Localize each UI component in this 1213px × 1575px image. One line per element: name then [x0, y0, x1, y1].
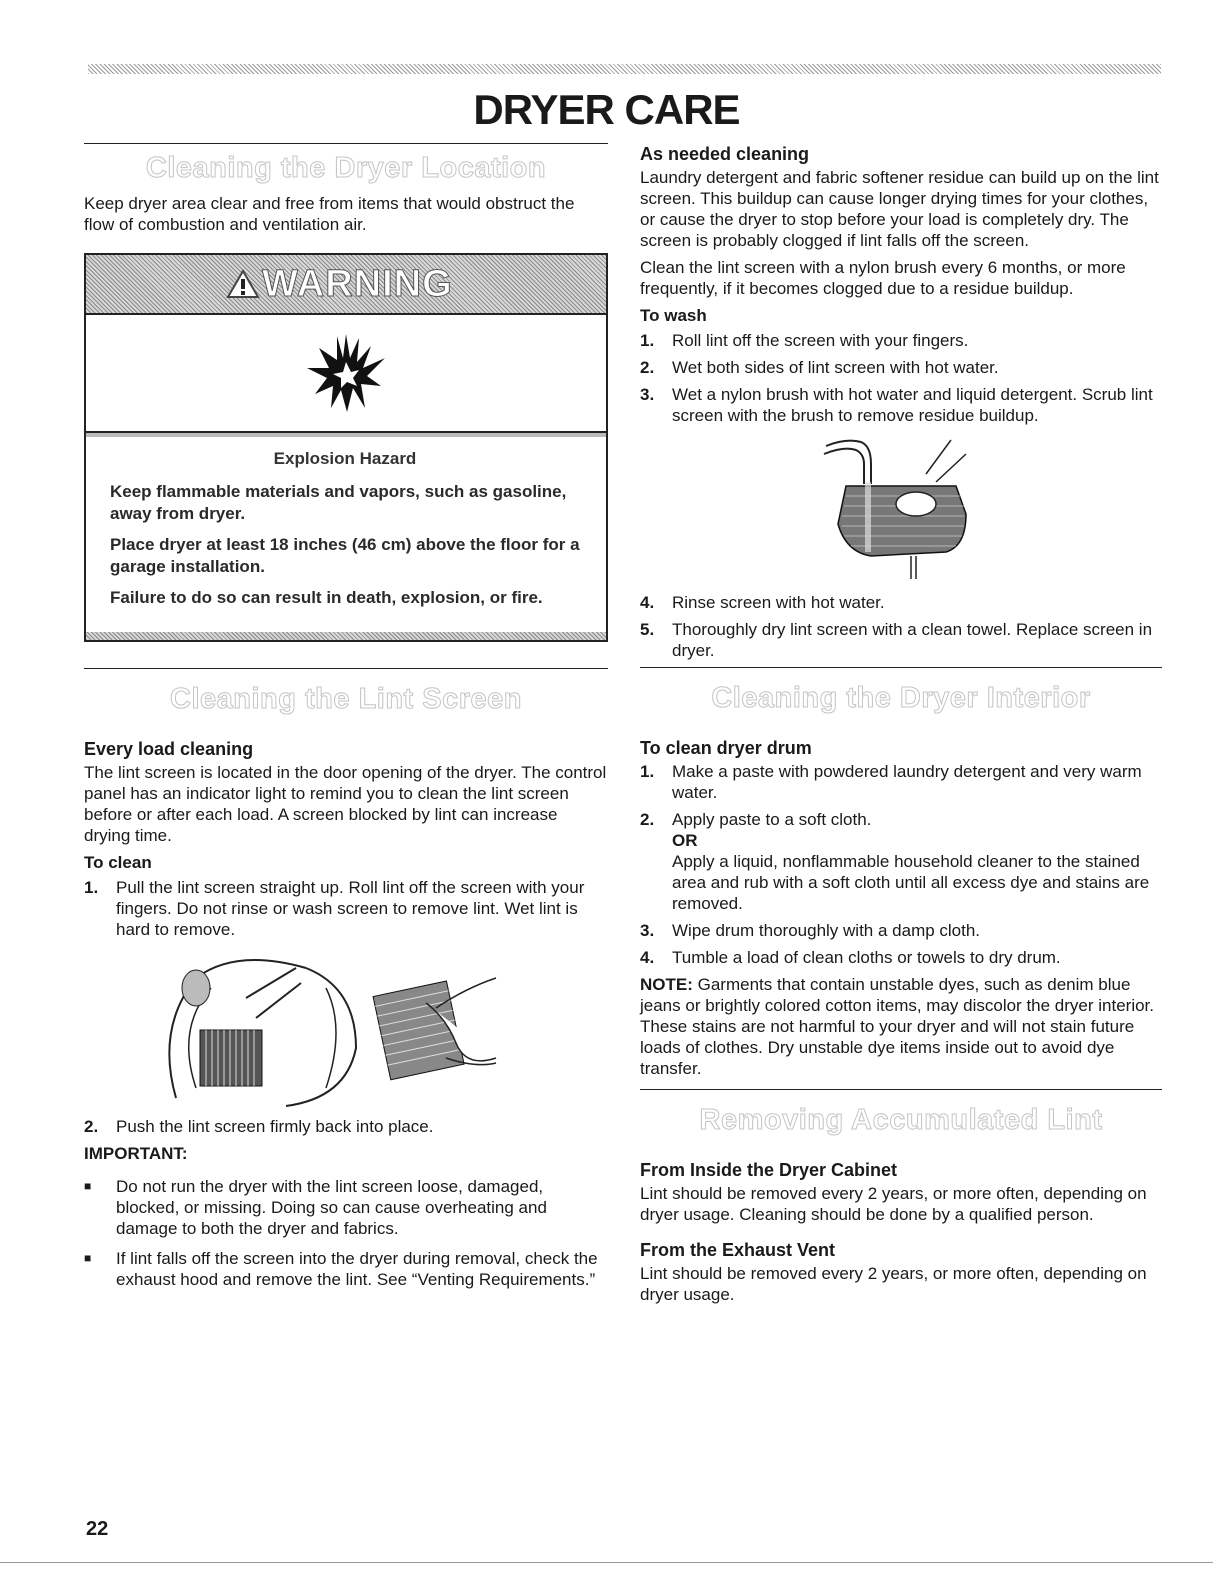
warning-heading: WARNING [262, 262, 453, 305]
cabinet-text: Lint should be removed every 2 years, or more often, depending on dryer usage. Cleaning should be done by a qualified person. [640, 1184, 1147, 1224]
warning-hazard-title: Explosion Hazard [273, 449, 417, 468]
list-item [84, 1248, 608, 1290]
explosion-icon [301, 328, 391, 418]
step-text: Wipe drum thoroughly with a damp cloth. [672, 921, 981, 940]
page-title: DRYER CARE [473, 86, 740, 133]
section-rule [640, 1089, 1162, 1090]
step-number: 1. [84, 878, 99, 897]
lint-screen-removal-illustration [156, 948, 536, 1108]
list-item [84, 1176, 608, 1239]
warning-header [86, 255, 606, 315]
page-number: 22 [86, 1518, 109, 1540]
to-clean-steps-continued [84, 1116, 608, 1137]
step-alt-text: Apply a liquid, nonflammable household cleaner to the stained area and rub with a soft cloth until all excess dye and stains are removed. [672, 852, 1150, 913]
list-item [84, 877, 608, 940]
as-needed-p2: Clean the lint screen with a nylon brush every 6 months, or more frequently, if it becomes clogged due to a residue buildup. [640, 258, 1126, 298]
location-intro: Keep dryer area clear and free from items that would obstruct the flow of combustion and ventilation air. [84, 194, 575, 234]
warning-line: Place dryer at least 18 inches (46 cm) above the floor for a garage installation. [110, 535, 580, 576]
list-item [640, 619, 1162, 661]
warning-footer-band [86, 632, 606, 640]
step-number: 3. [640, 385, 655, 404]
clean-drum-heading: To clean dryer drum [640, 738, 812, 758]
important-heading: IMPORTANT: [84, 1144, 188, 1163]
to-clean-heading: To clean [84, 853, 152, 872]
vent-heading: From the Exhaust Vent [640, 1240, 836, 1260]
to-wash-steps [640, 330, 1162, 426]
step-number: 4. [640, 593, 655, 612]
section-rule [640, 667, 1162, 668]
every-load-text: The lint screen is located in the door opening of the dryer. The control panel has an indicator light to remind you to clean the lint screen before or after each load. A screen blocked by lint can increase drying time. [84, 763, 607, 845]
as-needed-heading: As needed cleaning [640, 144, 810, 164]
step-number: 2. [640, 358, 655, 377]
note-label: NOTE: [640, 975, 693, 994]
step-number: 1. [640, 331, 655, 350]
bullet-square-icon: ■ [84, 1179, 92, 1193]
to-clean-steps [84, 877, 608, 940]
step-text: Thoroughly dry lint screen with a clean towel. Replace screen in dryer. [672, 620, 1153, 660]
step-number: 3. [640, 921, 655, 940]
step-text: Pull the lint screen straight up. Roll lint off the screen with your fingers. Do not rinse or wash screen to remove lint. Wet lint is hard to remove. [116, 878, 585, 939]
step-text: Apply paste to a soft cloth. [672, 810, 872, 829]
lint-screen-washing-illustration [816, 434, 986, 584]
top-hatched-band [88, 64, 1161, 74]
step-text: Rinse screen with hot water. [672, 593, 885, 612]
section-rule [84, 668, 608, 669]
bottom-rule [0, 1562, 1213, 1563]
as-needed-p1: Laundry detergent and fabric softener residue can build up on the lint screen. This buildup can cause longer drying times for your clothes, or cause the dryer to stop before your load is completely dry. The screen is probably clogged if lint falls off the screen. [640, 168, 1159, 250]
step-text: Tumble a load of clean cloths or towels to dry drum. [672, 948, 1061, 967]
clean-drum-steps [640, 761, 1162, 968]
list-item [640, 761, 1162, 803]
bullet-text: Do not run the dryer with the lint screen loose, damaged, blocked, or missing. Doing so can cause overheating and damage to both the dryer and fabrics. [116, 1177, 547, 1238]
list-item [640, 920, 1162, 941]
or-label: OR [672, 831, 698, 850]
every-load-heading: Every load cleaning [84, 739, 254, 759]
section-rule [84, 143, 608, 144]
warning-line: Keep flammable materials and vapors, such as gasoline, away from dryer. [110, 482, 567, 523]
step-number: 4. [640, 948, 655, 967]
bullet-square-icon: ■ [84, 1251, 92, 1265]
step-number: 2. [84, 1117, 99, 1136]
section-title-dryer-interior: Cleaning the Dryer Interior [711, 682, 1091, 714]
warning-triangle-icon [226, 269, 260, 299]
section-title-removing-lint: Removing Accumulated Lint [699, 1104, 1103, 1136]
section-title-lint-screen: Cleaning the Lint Screen [170, 683, 522, 715]
step-number: 5. [640, 620, 655, 639]
step-text: Wet a nylon brush with hot water and liquid detergent. Scrub lint screen with the brush to remove residue buildup. [672, 385, 1153, 425]
step-text: Make a paste with powdered laundry detergent and very warm water. [672, 762, 1142, 802]
note-text: Garments that contain unstable dyes, such as denim blue jeans or brightly colored cotton items, may discolor the dryer interior. These stains are not harmful to your dryer and will not stain future loads of clothes. Dry unstable dye items inside out to avoid dye transfer. [640, 975, 1155, 1078]
list-item [640, 947, 1162, 968]
list-item [640, 330, 1162, 351]
step-text: Wet both sides of lint screen with hot water. [672, 358, 999, 377]
bullet-text: If lint falls off the screen into the dryer during removal, check the exhaust hood and remove the lint. See “Venting Requirements.” [116, 1249, 598, 1289]
step-text: Push the lint screen firmly back into place. [116, 1117, 434, 1136]
step-number: 2. [640, 810, 655, 829]
step-text: Roll lint off the screen with your fingers. [672, 331, 969, 350]
list-item [640, 357, 1162, 378]
note-paragraph [640, 974, 1162, 1079]
section-title-dryer-location: Cleaning the Dryer Location [145, 152, 547, 184]
warning-body [86, 433, 606, 632]
cabinet-heading: From Inside the Dryer Cabinet [640, 1160, 898, 1180]
list-item [84, 1116, 608, 1137]
explosion-icon-area [86, 315, 606, 433]
list-item [640, 384, 1162, 426]
list-item [640, 809, 1162, 914]
step-number: 1. [640, 762, 655, 781]
warning-line: Failure to do so can result in death, explosion, or fire. [110, 588, 543, 607]
to-wash-steps-continued [640, 592, 1162, 661]
important-bullets [84, 1176, 608, 1290]
left-column [84, 143, 608, 1299]
to-wash-heading: To wash [640, 306, 707, 325]
list-item [640, 592, 1162, 613]
step-body [672, 809, 1162, 914]
warning-box [84, 253, 608, 642]
vent-text: Lint should be removed every 2 years, or more often, depending on dryer usage. [640, 1264, 1147, 1304]
right-column [640, 143, 1162, 1311]
